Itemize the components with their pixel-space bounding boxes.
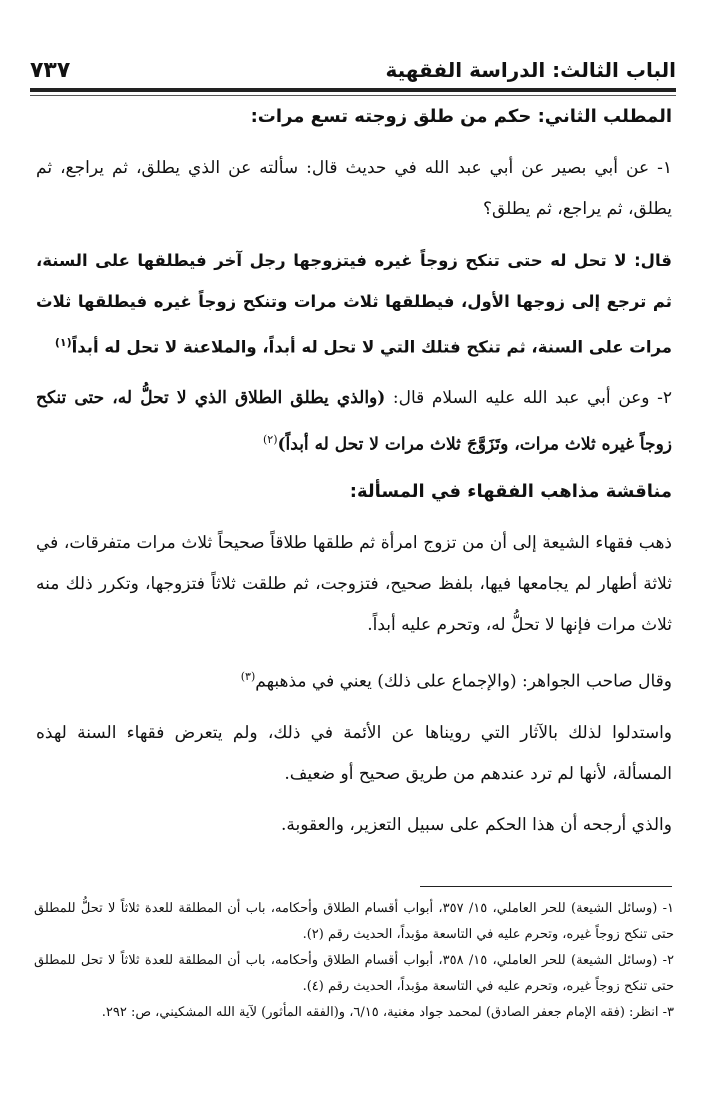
footnote-3: ٣- انظر: (فقه الإمام جعفر الصادق) لمحمد جواد مغنية، ٦/١٥، و(الفقه المأثور) لآية الله المشكيني، ص: ٢٩٢. — [101, 1005, 674, 1020]
answer-intro: قال: — [626, 251, 672, 270]
paragraph-evidence: واستدلوا لذلك بالآثار التي رويناها عن الأئمة في ذلك، ولم يتعرض فقهاء السنة لهذه المسألة، لأنها لم ترد عندهم من طريق صحيح أو ضعيف. — [36, 722, 672, 784]
answer-quote: لا تحل له حتى تنكح زوجاً غيره فيتزوجها رجل آخر فيطلقها على السنة، ثم ترجع إلى زوجها الأول، فيطلقها ثلاث مرات وتنكح زوجاً غيره فيطلقها ثلاث مرات على السنة، ثم تنكح فتلك التي لا تحل له أبداً، والملاعنة لا تحل له أبداً — [36, 251, 672, 357]
paragraph-shia-view: ذهب فقهاء الشيعة إلى أن من تزوج امرأة ثم طلقها طلاقاً صحيحاً ثلاث مرات متفرقات، في ثلاثة أطهار لم يجامعها فيها، بلفظ صحيح، فتزوجت، ثم طلقت ثلاثاً فتزوجها، وتكرر ذلك منه ثلاث مرات فإنها لا تحلُّ له، وتحرم عليه أبداً. — [36, 533, 672, 636]
page-number: ٧٣٧ — [30, 57, 71, 83]
running-title: الباب الثالث: الدراسة الفقهية — [385, 58, 676, 82]
paragraph-hadith-1: ١- عن أبي بصير عن أبي عبد الله في حديث قال: سألته عن الذي يطلق، ثم يراجع، ثم يطلق، ثم يراجع، ثم يطلق؟ — [36, 158, 672, 219]
footnote-ref-1: (١) — [54, 336, 72, 349]
footnotes — [34, 896, 674, 1026]
jawahir-text: وقال صاحب الجواهر: (والإجماع على ذلك) يعني في مذهبهم — [255, 671, 672, 692]
section-heading: المطلب الثاني: حكم من طلق زوجته تسع مرات: — [250, 106, 672, 127]
paragraph-preference: والذي أرجحه أن هذا الحكم على سبيل التعزير، والعقوبة. — [281, 814, 672, 835]
header-rule-thick — [30, 88, 676, 92]
page-header — [30, 50, 676, 90]
footnote-1: ١- (وسائل الشيعة) للحر العاملي، ١٥/ ٣٥٧، أبواب أقسام الطلاق وأحكامه، باب أن المطلقة للعدة ثلاثاً لا تحلُّ للمطلق حتى تنكح زوجاً غيره، وتحرم عليه في التاسعة مؤبداً، الحديث رقم (٢). — [34, 901, 675, 942]
paragraph-hadith-1-answer — [36, 240, 672, 368]
hadith-2-quote: (والذي يطلق الطلاق الذي لا تحلُّ له، حتى تنكح زوجاً غيره ثلاث مرات، وتَزَوَّجَ ثلاث مرات لا تحل له أبداً) — [36, 387, 672, 455]
footnote-2: ٢- (وسائل الشيعة) للحر العاملي، ١٥/ ٣٥٨، أبواب أقسام الطلاق وأحكامه، باب أن المطلقة للعدة ثلاثاً لا تحل للمطلق حتى تنكح زوجاً غيره، وتحرم عليه في التاسعة مؤبداً، الحديث رقم (٤). — [34, 953, 675, 994]
paragraph-jawahir — [36, 656, 672, 703]
footnote-ref-2: (٢) — [262, 432, 278, 446]
footnote-divider — [420, 886, 672, 887]
hadith-2-lead: ٢- وعن أبي عبد الله عليه السلام قال: — [385, 387, 672, 408]
subheading-discussion: مناقشة مذاهب الفقهاء في المسألة: — [349, 481, 672, 503]
main-text — [36, 100, 672, 846]
footnote-ref-3: (٣) — [240, 670, 256, 684]
paragraph-hadith-2 — [36, 378, 672, 466]
header-rule-thin — [30, 95, 676, 96]
